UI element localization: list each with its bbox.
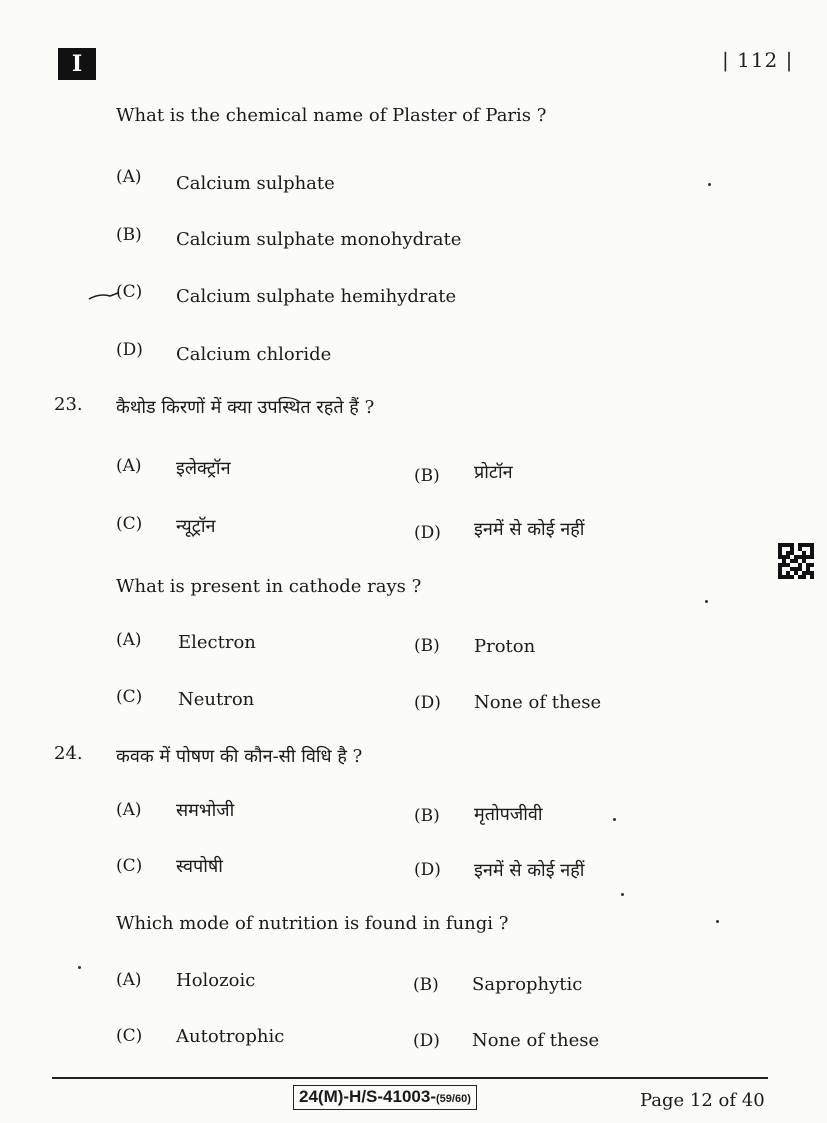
q24-hi-option-a-text: समभोजी — [176, 800, 235, 821]
scan-speck — [78, 966, 81, 969]
q24-en-option-c-text: Autotrophic — [176, 1026, 285, 1047]
q23-en-option-a-text: Electron — [178, 632, 256, 653]
q23-en-option-d-text: None of these — [474, 692, 602, 713]
q23-hi-option-c-label: (C) — [116, 514, 143, 534]
q24-hi-option-b-label: (B) — [414, 806, 440, 826]
q22-option-d-label: (D) — [116, 340, 143, 360]
q24-hi-option-a-label: (A) — [116, 800, 142, 820]
q24-number: 24. — [54, 743, 83, 764]
q23-number: 23. — [54, 394, 83, 415]
q22-option-c-text: Calcium sulphate hemihydrate — [176, 286, 457, 307]
q23-en-option-d-label: (D) — [414, 693, 441, 713]
q24-en-option-d-label: (D) — [413, 1031, 440, 1051]
q24-hi-option-d-text: इनमें से कोई नहीं — [474, 860, 585, 881]
q23-en-option-b-text: Proton — [474, 636, 536, 657]
q22-option-c-label: (C) — [116, 282, 143, 302]
q22-option-b-label: (B) — [116, 225, 142, 245]
q24-en-option-b-text: Saprophytic — [472, 974, 583, 995]
q23-hi-option-d-label: (D) — [414, 523, 441, 543]
q24-en-option-a-text: Holozoic — [176, 970, 256, 991]
q23-en-option-c-label: (C) — [116, 687, 143, 707]
q24-en-option-b-label: (B) — [413, 975, 439, 995]
qr-module — [810, 575, 814, 579]
q23-hi-option-a-label: (A) — [116, 456, 142, 476]
scan-speck — [613, 818, 616, 821]
scan-speck — [621, 893, 624, 896]
q22-option-b-text: Calcium sulphate monohydrate — [176, 229, 462, 250]
footer-rule — [52, 1077, 768, 1079]
page-number: Page 12 of 40 — [640, 1090, 765, 1111]
q22-option-a-text: Calcium sulphate — [176, 173, 335, 194]
q24-hi-option-d-label: (D) — [414, 860, 441, 880]
scan-speck — [708, 183, 711, 186]
q23-hi-option-d-text: इनमें से कोई नहीं — [474, 519, 585, 540]
scan-speck — [705, 600, 708, 603]
paper-code-suffix: (59/60) — [436, 1093, 471, 1105]
q24-en-option-d-text: None of these — [472, 1030, 600, 1051]
page-stamp: | 112 | — [722, 48, 794, 72]
paper-code-main: 24(M)-H/S-41003- — [299, 1087, 436, 1106]
q23-en-option-c-text: Neutron — [178, 689, 255, 710]
q23-hi-option-b-text: प्रोटॉन — [474, 462, 513, 483]
qr-code — [778, 543, 814, 579]
q24-hi-option-c-text: स्वपोषी — [176, 856, 223, 877]
q23-question-hi: कैथोड किरणों में क्या उपस्थित रहते हैं ? — [116, 397, 375, 418]
section-label: I — [58, 48, 96, 80]
q23-hi-option-a-text: इलेक्ट्रॉन — [176, 458, 231, 479]
q24-en-option-a-label: (A) — [116, 970, 142, 990]
q23-en-option-b-label: (B) — [414, 636, 440, 656]
q22-question-en: What is the chemical name of Plaster of Paris ? — [116, 105, 547, 126]
paper-code — [293, 1085, 477, 1110]
q24-hi-option-c-label: (C) — [116, 856, 143, 876]
q22-option-a-label: (A) — [116, 167, 142, 187]
q24-question-en: Which mode of nutrition is found in fungi ? — [116, 913, 509, 934]
q23-hi-option-b-label: (B) — [414, 466, 440, 486]
q22-option-d-text: Calcium chloride — [176, 344, 332, 365]
q24-question-hi: कवक में पोषण की कौन-सी विधि है ? — [116, 746, 363, 767]
scan-speck — [716, 920, 719, 923]
q23-hi-option-c-text: न्यूट्रॉन — [176, 516, 216, 537]
q24-hi-option-b-text: मृतोपजीवी — [474, 804, 543, 825]
q23-en-option-a-label: (A) — [116, 630, 142, 650]
q24-en-option-c-label: (C) — [116, 1026, 143, 1046]
q23-question-en: What is present in cathode rays ? — [116, 576, 422, 597]
